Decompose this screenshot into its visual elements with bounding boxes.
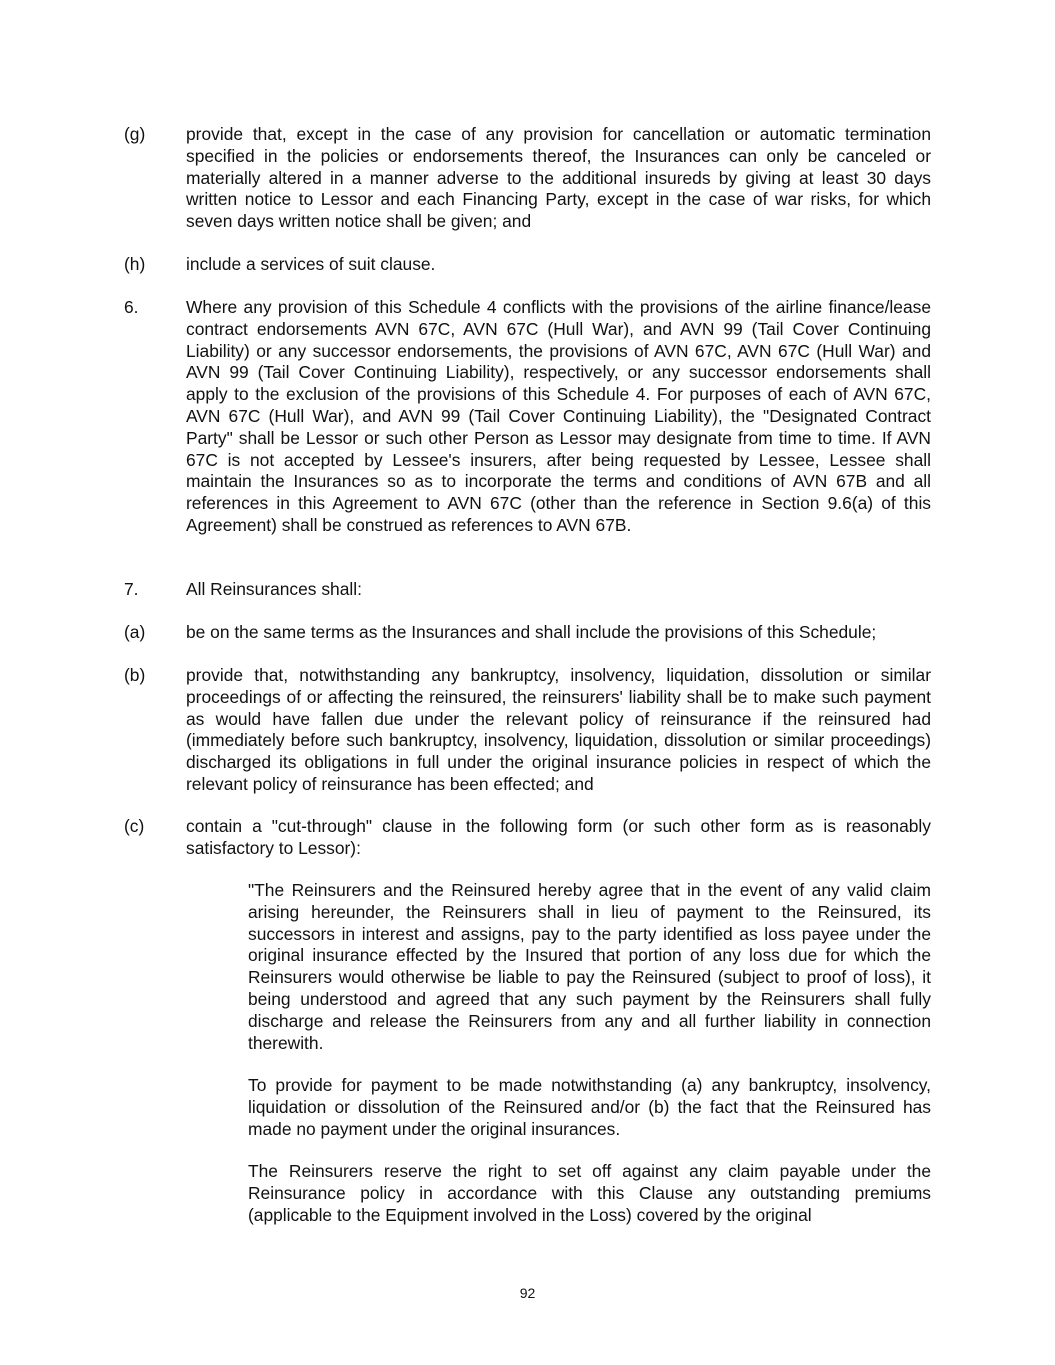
cut-through-clause-paragraph-1: "The Reinsurers and the Reinsured hereby agree that in the event of any valid claim arising hereunder, the Reinsurers shall in lieu of payment to the Reinsured, its successors in interest and assigns, pay to the party identified as loss payee under the original insurance effected by the Insured that portion of any loss due for which the Reinsurers would otherwise be liable to pay the Reinsured (subject to proof of loss), it being understood and agreed that any such payment by the Reinsurers shall fully discharge and release the Reinsurers from any and all further liability in connection therewith. bbox=[248, 880, 931, 1053]
clause-label: (a) bbox=[124, 622, 146, 642]
clause-text: include a services of suit clause. bbox=[186, 254, 436, 274]
clause-label: 7. bbox=[124, 579, 139, 599]
clause-label: (h) bbox=[124, 254, 146, 274]
clause-text: be on the same terms as the Insurances and shall include the provisions of this Schedule; bbox=[186, 622, 877, 642]
clause-text: Where any provision of this Schedule 4 conflicts with the provisions of the airline finance/lease contract endorsements AVN 67C, AVN 67C (Hull War), and AVN 99 (Tail Cover Continuing Liability) or any successor endorsements, the provisions of AVN 67C, AVN 67C (Hull War) and AVN 99 (Tail Cover Continuing Liability), respectively, or any successor endorsements shall apply to the exclusion of the provisions of this Schedule 4. For purposes of each of AVN 67C, AVN 67C (Hull War), and AVN 99 (Tail Cover Continuing Liability), the "Designated Contract Party" shall be Lessor or such other Person as Lessor may designate from time to time. If AVN 67C is not accepted by Lessee's insurers, after being requested by Lessee, Lessee shall maintain the Insurances so as to incorporate the terms and conditions of AVN 67B and all references in this Agreement to AVN 67C (other than the reference in Section 9.6(a) of this Agreement) shall be construed as references to AVN 67B. bbox=[186, 297, 931, 535]
cut-through-clause-paragraph-3: The Reinsurers reserve the right to set off against any claim payable under the Reinsurance policy in accordance with this Clause any outstanding premiums (applicable to the Equipment involved in the Loss) covered by the original bbox=[248, 1161, 931, 1225]
clause-g bbox=[124, 124, 931, 233]
clause-c bbox=[124, 816, 931, 860]
clause-label: 6. bbox=[124, 297, 139, 317]
clause-label: (g) bbox=[124, 124, 146, 144]
page-number: 92 bbox=[519, 1285, 536, 1301]
clause-b bbox=[124, 665, 931, 796]
clause-7 bbox=[124, 579, 931, 601]
clause-label: (b) bbox=[124, 665, 146, 685]
clause-label: (c) bbox=[124, 816, 145, 836]
clause-text: provide that, except in the case of any provision for cancellation or automatic termination specified in the policies or endorsements thereof, the Insurances can only be canceled or materially altered in a manner adverse to the additional insureds by giving at least 30 days written notice to Lessor and each Financing Party, except in the case of war risks, for which seven days written notice shall be given; and bbox=[186, 124, 931, 232]
clause-text: provide that, notwithstanding any bankruptcy, insolvency, liquidation, dissolution or similar proceedings of or affecting the reinsured, the reinsurers' liability shall be to make such payment as would have fallen due under the relevant policy of reinsurance if the reinsured had (immediately before such bankruptcy, insolvency, liquidation, dissolution or similar proceedings) discharged its obligations in full under the original insurance policies in respect of which the relevant policy of reinsurance has been effected; and bbox=[186, 665, 931, 794]
clause-a bbox=[124, 622, 931, 644]
clause-text: All Reinsurances shall: bbox=[186, 579, 362, 599]
clause-text: contain a "cut-through" clause in the following form (or such other form as is reasonably satisfactory to Lessor): bbox=[186, 816, 931, 858]
cut-through-clause-paragraph-2: To provide for payment to be made notwithstanding (a) any bankruptcy, insolvency, liquidation or dissolution of the Reinsured and/or (b) the fact that the Reinsured has made no payment under the original insurances. bbox=[248, 1075, 931, 1139]
clause-h bbox=[124, 254, 931, 276]
clause-6 bbox=[124, 297, 931, 537]
